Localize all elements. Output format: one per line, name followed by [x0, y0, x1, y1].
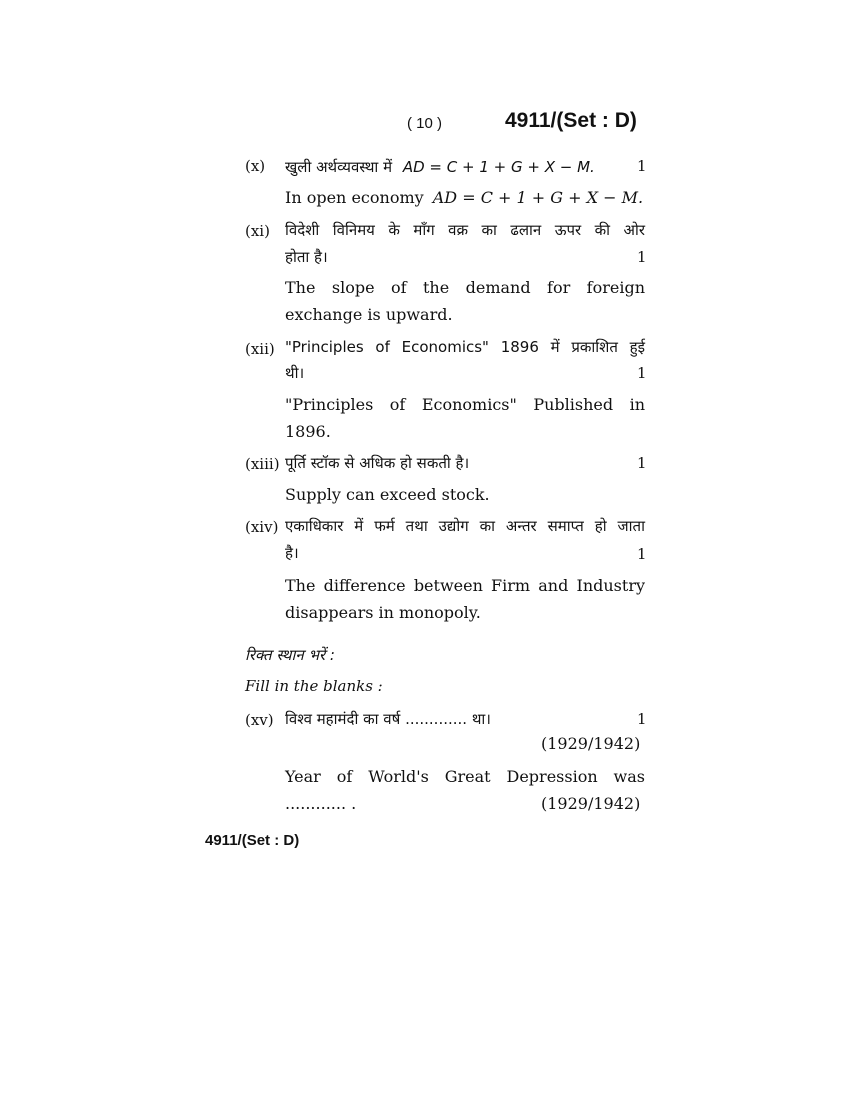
- question-number: (xi): [245, 222, 270, 240]
- page-number: ( 10 ): [407, 115, 443, 132]
- section-heading-hindi: रिक्त स्थान भरें :: [245, 646, 335, 664]
- question-hindi-text: [285, 157, 595, 177]
- marks: 1: [637, 710, 647, 728]
- question-english-line: exchange is upward.: [285, 305, 453, 324]
- question-number: (xiv): [245, 518, 279, 536]
- question-hindi-line: होता है।: [285, 248, 328, 266]
- answer-options: (1929/1942): [541, 734, 641, 753]
- question-hindi-line: एकाधिकार में फर्म तथा उद्योग का अन्तर समाप्त हो जाता: [285, 517, 645, 535]
- marks: 1: [637, 545, 647, 563]
- question-hindi-line: है।: [285, 544, 299, 562]
- paper-code-header: 4911/(Set : D): [505, 109, 637, 132]
- answer-options: (1929/1942): [541, 794, 641, 813]
- english-text: In open economy: [285, 188, 424, 207]
- paper-code-footer: 4911/(Set : D): [205, 832, 300, 849]
- section-heading-english: Fill in the blanks :: [245, 677, 383, 695]
- marks: 1: [637, 454, 647, 472]
- question-number: (xv): [245, 711, 274, 729]
- question-english-line: Supply can exceed stock.: [285, 485, 490, 504]
- question-english-line: The slope of the demand for foreign: [285, 278, 645, 297]
- question-english-line: 1896.: [285, 422, 331, 441]
- question-english-line: The difference between Firm and Industry: [285, 576, 645, 595]
- question-hindi-line: विदेशी विनिमय के माँग वक्र का ढलान ऊपर की ओर: [285, 221, 645, 239]
- question-english-line: disappears in monopoly.: [285, 603, 481, 622]
- question-number: (xii): [245, 340, 275, 358]
- marks: 1: [637, 364, 647, 382]
- question-number: (xiii): [245, 455, 280, 473]
- question-english-line: ............ .: [285, 794, 357, 813]
- marks: 1: [637, 248, 647, 266]
- question-number: (x): [245, 157, 266, 175]
- equation: AD = C + 1 + G + X − M.: [432, 188, 644, 207]
- marks: 1: [637, 157, 647, 175]
- question-english-line: "Principles of Economics" Published in: [285, 395, 645, 414]
- question-hindi-line: विश्व महामंदी का वर्ष ............. था।: [285, 710, 491, 728]
- question-english-text: [285, 188, 643, 207]
- equation: AD = C + 1 + G + X − M.: [402, 158, 595, 176]
- question-hindi-line: "Principles of Economics" 1896 में प्रकाशित हुई: [285, 338, 645, 356]
- question-english-line: Year of World's Great Depression was: [285, 767, 645, 786]
- question-hindi-line: थी।: [285, 364, 305, 382]
- question-hindi-line: पूर्ति स्टॉक से अधिक हो सकती है।: [285, 454, 470, 472]
- hindi-text: खुली अर्थव्यवस्था में: [285, 158, 393, 176]
